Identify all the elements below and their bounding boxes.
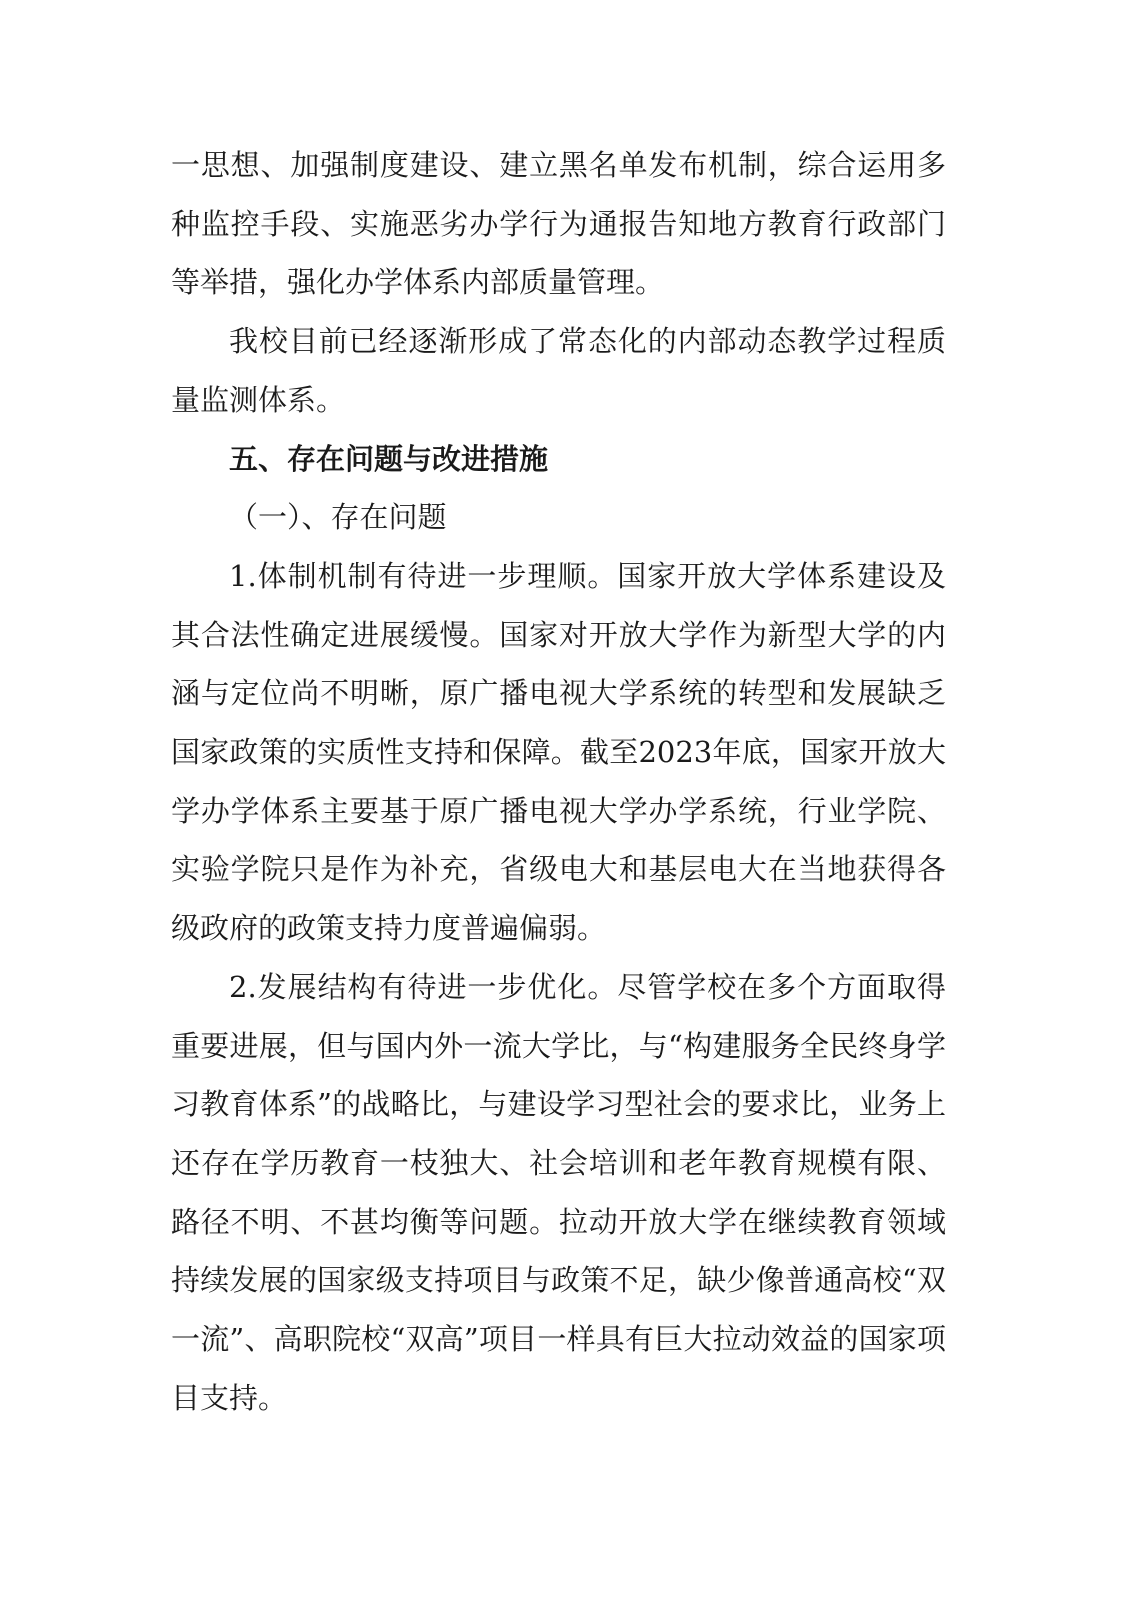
section-heading-problems-and-measures: 五、存在问题与改进措施 xyxy=(229,441,549,476)
paragraph-institutional-mechanism: 1.体制机制有待进一步理顺。国家开放大学体系建设及其合法性确定进展缓慢。国家对开放大学作为新型大学的内涵与定位尚不明晰，原广播电视大学系统的转型和发展缺乏国家政策的实质性支持和保障。截至2023年底，国家开放大学办学体系主要基于原广播电视大学办学系统，行业学院、实验学院只是作为补充，省级电大和基层电大在当地获得各级政府的政策支持力度普遍偏弱。 xyxy=(171,558,946,946)
paragraph-development-structure: 2.发展结构有待进一步优化。尽管学校在多个方面取得重要进展，但与国内外一流大学比，与“构建服务全民终身学习教育体系”的战略比，与建设学习型社会的要求比，业务上还存在学历教育一枝独大、社会培训和老年教育规模有限、路径不明、不甚均衡等问题。拉动开放大学在继续教育领域持续发展的国家级支持项目与政策不足，缺少像普通高校“双一流”、高职院校“双高”项目一样具有巨大拉动效益的国家项目支持。 xyxy=(171,969,946,1415)
document-body xyxy=(171,136,946,1427)
subsection-heading-existing-problems: （一）、存在问题 xyxy=(229,500,447,535)
paragraph-quality-management: 一思想、加强制度建设、建立黑名单发布机制，综合运用多种监控手段、实施恶劣办学行为通报告知地方教育行政部门等举措，强化办学体系内部质量管理。 xyxy=(171,148,946,300)
paragraph-monitoring-system: 我校目前已经逐渐形成了常态化的内部动态教学过程质量监测体系。 xyxy=(171,324,946,417)
